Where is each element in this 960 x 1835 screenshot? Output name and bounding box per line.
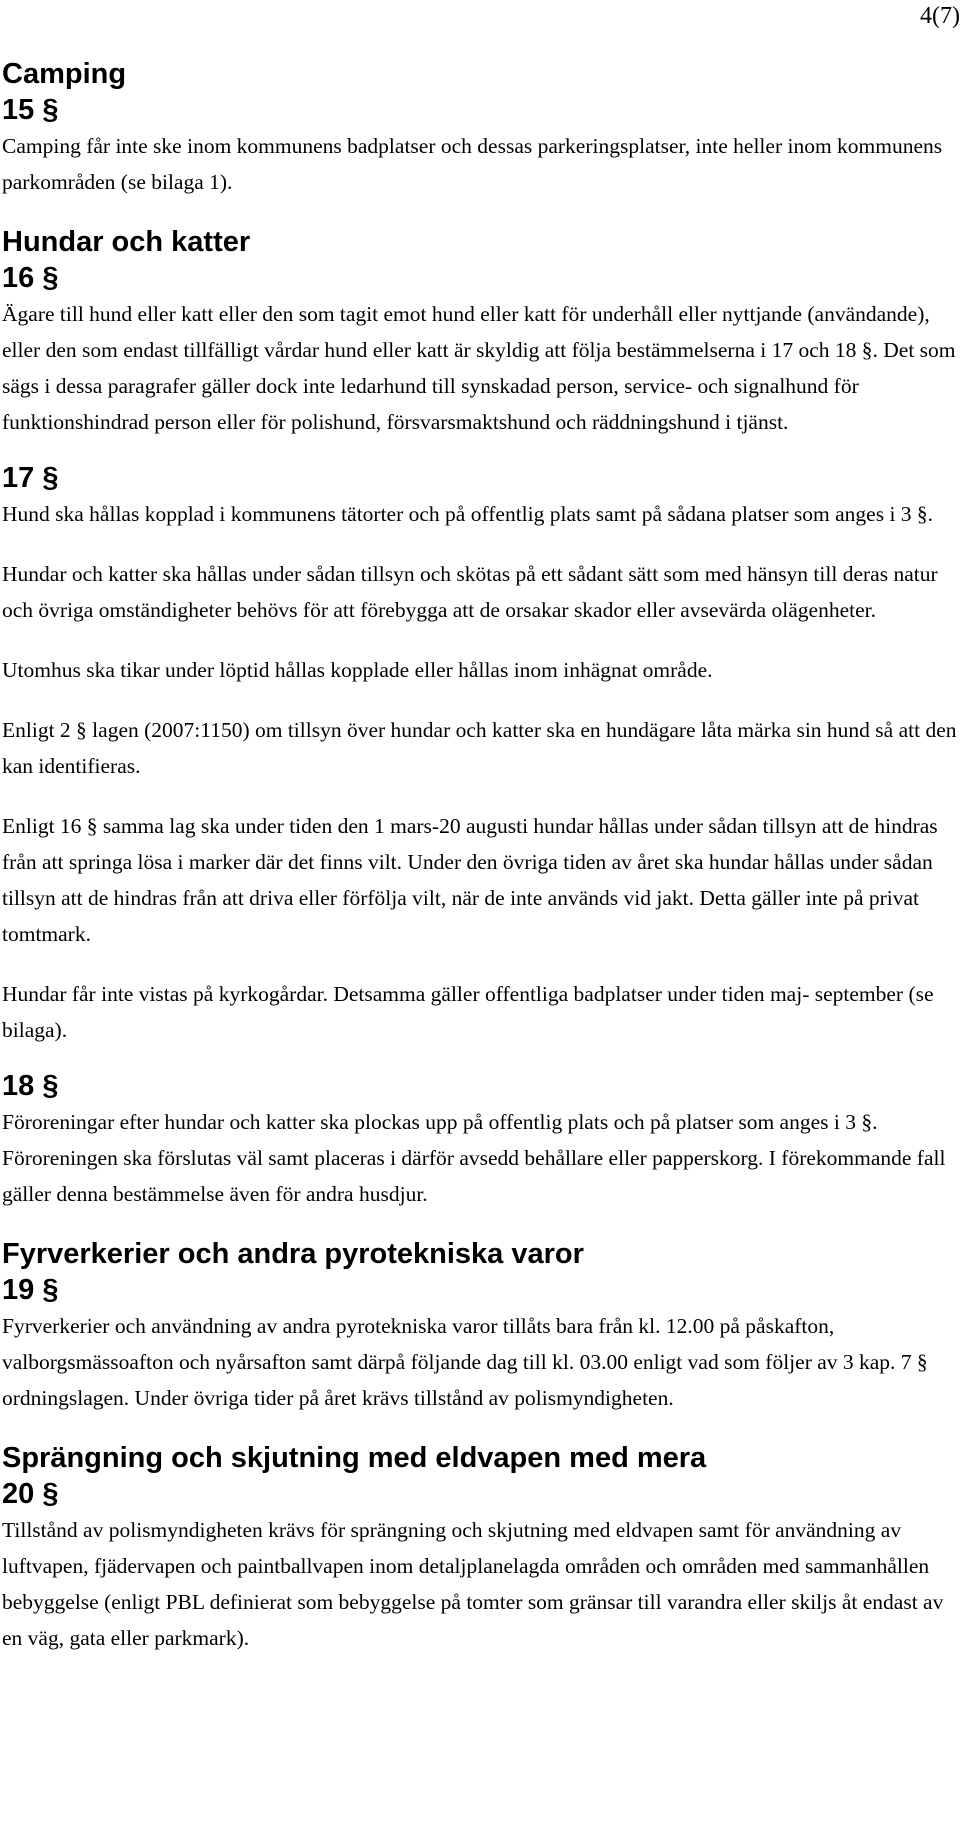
paragraph-17-4: Enligt 2 § lagen (2007:1150) om tillsyn över hundar och katter ska en hundägare låta märka sin hund så att den kan identifieras.: [2, 718, 957, 778]
paragraph-15: Camping får inte ske inom kommunens badplatser och dessas parkeringsplatser, inte heller inom kommunens parkområden (se bilaga 1).: [2, 134, 943, 194]
section-number-19: 19 §: [2, 1274, 59, 1306]
paragraph-19: Fyrverkerier och användning av andra pyrotekniska varor tillåts bara från kl. 12.00 på påskafton, valborgsmässoafton och nyårsafton samt därpå följande dag till kl. 03.00 enligt vad som följer av 3 kap. 7 § ordningslagen. Under övriga tider på året krävs tillstånd av polismyndigheten.: [2, 1314, 928, 1410]
heading-sprangning: Sprängning och skjutning med eldvapen med mera: [2, 1442, 707, 1474]
paragraph-17-5: Enligt 16 § samma lag ska under tiden den 1 mars-20 augusti hundar hållas under sådan tillsyn att de hindras från att springa lösa i marker där det finns vilt. Under den övriga tiden av året ska hundar hållas under sådan tillsyn att de hindras från att driva eller förfölja vilt, när de inte används vid jakt. Detta gäller inte på privat tomtmark.: [2, 814, 938, 946]
paragraph-18: Föroreningar efter hundar och katter ska plockas upp på offentlig plats och på platser som anges i 3 §. Föroreningen ska förslutas väl samt placeras i därför avsedd behållare eller papperskorg. I förekommande fall gäller denna bestämmelse även för andra husdjur.: [2, 1110, 946, 1206]
paragraph-17-3: Utomhus ska tikar under löptid hållas kopplade eller hållas inom inhägnat område.: [2, 658, 713, 682]
section-number-16: 16 §: [2, 262, 59, 294]
section-number-15: 15 §: [2, 94, 59, 126]
page-number: 4(7): [920, 3, 960, 29]
section-number-18: 18 §: [2, 1070, 59, 1102]
paragraph-17-2: Hundar och katter ska hållas under sådan tillsyn och skötas på ett sådant sätt som med hänsyn till deras natur och övriga omständigheter behövs för att förebygga att de orsakar skador eller avsevärda olägenheter.: [2, 562, 938, 622]
paragraph-16: Ägare till hund eller katt eller den som tagit emot hund eller katt för underhåll eller nyttjande (användande), eller den som endast tillfälligt vårdar hund eller katt är skyldig att följa bestämmelserna i 17 och 18 §. Det som sägs i dessa paragrafer gäller dock inte ledarhund till synskadad person, service- och signalhund för funktionshindrad person eller för polishund, försvarsmaktshund och räddningshund i tjänst.: [2, 302, 956, 434]
paragraph-17-1: Hund ska hållas kopplad i kommunens tätorter och på offentlig plats samt på sådana platser som anges i 3 §.: [2, 502, 934, 526]
heading-fyrverkerier: Fyrverkerier och andra pyrotekniska varor: [2, 1238, 584, 1270]
section-number-17: 17 §: [2, 462, 59, 494]
paragraph-20: Tillstånd av polismyndigheten krävs för sprängning och skjutning med eldvapen samt för användning av luftvapen, fjädervapen och paintballvapen inom detaljplanelagda områden och områden med sammanhållen bebyggelse (enligt PBL definierat som bebyggelse på tomter som gränsar till varandra eller skiljs åt endast av en väg, gata eller parkmark).: [2, 1518, 944, 1650]
heading-hundar-och-katter: Hundar och katter: [2, 226, 251, 258]
paragraph-17-6: Hundar får inte vistas på kyrkogårdar. Detsamma gäller offentliga badplatser under tiden maj- september (se bilaga).: [2, 982, 934, 1042]
document-body: [2, 56, 958, 1656]
section-number-20: 20 §: [2, 1478, 59, 1510]
heading-camping: Camping: [2, 58, 127, 90]
